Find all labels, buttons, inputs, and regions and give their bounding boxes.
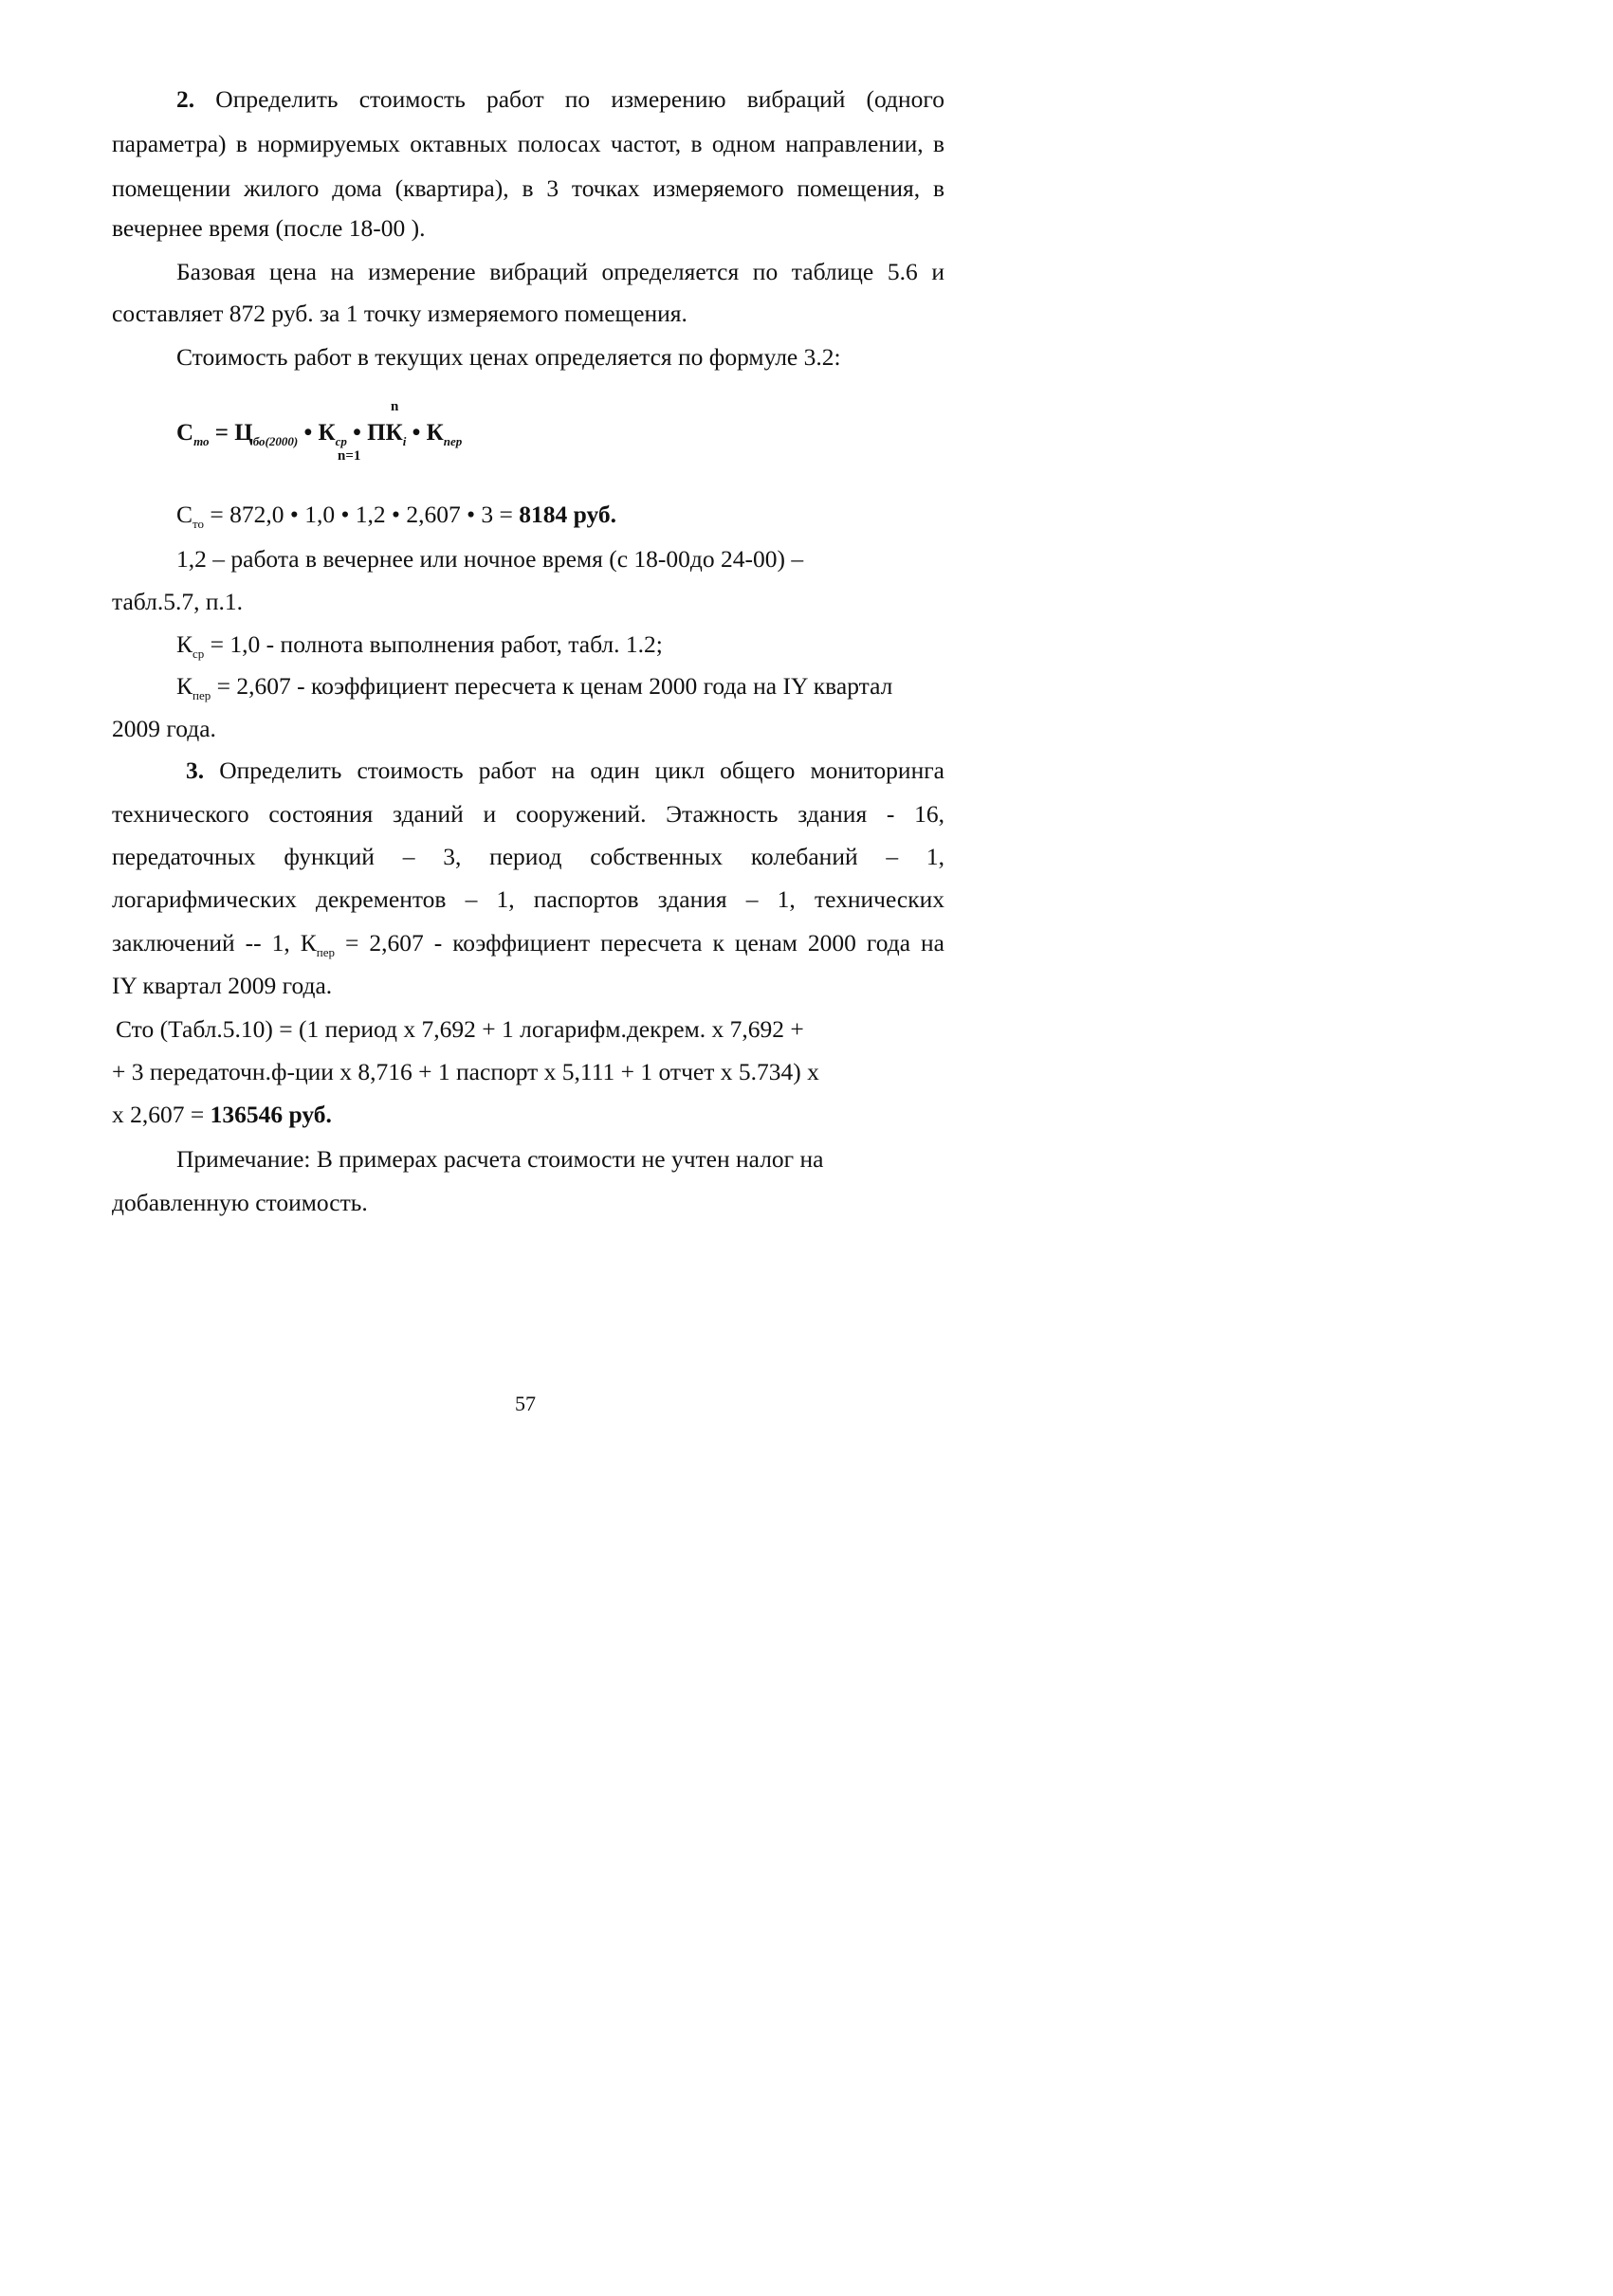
sto-line-2: + 3 передаточн.ф-ции х 8,716 + 1 паспорт х 5,111 + 1 отчет х 5.734) х [112,1058,819,1085]
p3-line-4: логарифмических декрементов – 1, паспортов здания – 1, технических [112,885,944,913]
p2-line-1-text: Определить стоимость работ по измерению вибраций (одного [215,85,944,113]
formula-upper-limit: n [391,399,399,414]
p2-line-1 [176,87,944,112]
p3-line-1-text: Определить стоимость работ на один цикл общего мониторинга [219,756,944,784]
p2-number: 2. [176,85,195,113]
formula-lhs: $С_{то}$ [176,420,210,448]
p2-line-4: вечернее время (после 18-00 ). [112,214,426,242]
formula-price: = $Ц_{бо(2000)}$ [214,420,299,448]
p3-line-5: заключений -- 1, $К_{пер} = 2,607$ - коэффициент пересчета к ценам 2000 года на [112,929,944,960]
base-price-line-1: Базовая цена на измерение вибраций определяется по таблице 5.6 и [176,258,944,285]
page-number: 57 [515,1392,536,1415]
final-note-line-1: Примечание: В примерах расчета стоимости не учтен налог на [176,1145,824,1173]
cost-intro: Стоимость работ в текущих ценах определяется по формуле 3.2: [176,343,841,371]
note-k-sr-sub: ср [192,647,205,662]
base-price-line-2: составляет 872 руб. за 1 точку измеряемого помещения. [112,300,687,327]
p3-number: 3. [186,756,205,784]
p2-line-3: помещении жилого дома (квартира), в 3 точках измеряемого помещения, в [112,174,944,202]
formula-k-sr: • $К_{ср}$ [303,420,347,448]
calc-lhs-sub: то [192,517,205,532]
note-k-sr-text: = 1,0 - полнота выполнения работ, табл. 1.2; [204,630,663,658]
note-k-sr: $К_{ср} = 1,0$ - полнота выполнения работ, табл. 1.2; [176,630,663,662]
p3-line-1 [186,758,944,783]
p3-line-3: передаточных функций – 3, период собственных колебаний – 1, [112,843,944,870]
sto-result: 136546 руб. [210,1101,332,1128]
sto-line-3: х 2,607 = 136546 руб. [112,1101,332,1128]
formula-lower-limit: n=1 [338,448,361,464]
calc-lhs: С [176,501,193,528]
formula-body [176,420,462,449]
calc-expression: = 872,0 • 1,0 • 1,2 • 2,607 • 3 = [210,501,520,528]
p2-line-2: параметра) в нормируемых октавных полосах частот, в одном направлении, в [112,130,944,157]
note-k-per-text: = 2,607 - коэффициент пересчета к ценам 2000 года на IY квартал [211,672,893,700]
note-1-line-2: табл.5.7, п.1. [112,588,243,615]
formula-3-2 [176,399,575,467]
note-1-line-1: 1,2 – работа в вечернее или ночное время (с 18-00до 24-00) – [176,545,804,573]
note-k-per: $К_{пер} = 2,607$ - коэффициент пересчета к ценам 2000 года на IY квартал [176,672,893,703]
sto-line-1: Сто (Табл.5.10) = (1 период х 7,692 + 1 логарифм.декрем. х 7,692 + [116,1015,804,1043]
note-k-per-sub: пер [192,688,211,703]
p3-line-6: IY квартал 2009 года. [112,972,333,999]
calc-line [176,502,616,530]
p3-line-2: технического состояния зданий и сооружений. Этажность здания - 16, [112,800,944,828]
p3-k-per-sub: пер [316,945,335,960]
final-note-line-2: добавленную стоимость. [112,1189,368,1216]
formula-k-per: • $К_{пер}$ [412,420,463,448]
calc-result: 8184 руб. [519,501,617,528]
formula-pk: • $ПК_i$ [353,420,407,448]
note-k-per-line-2: 2009 года. [112,715,216,742]
